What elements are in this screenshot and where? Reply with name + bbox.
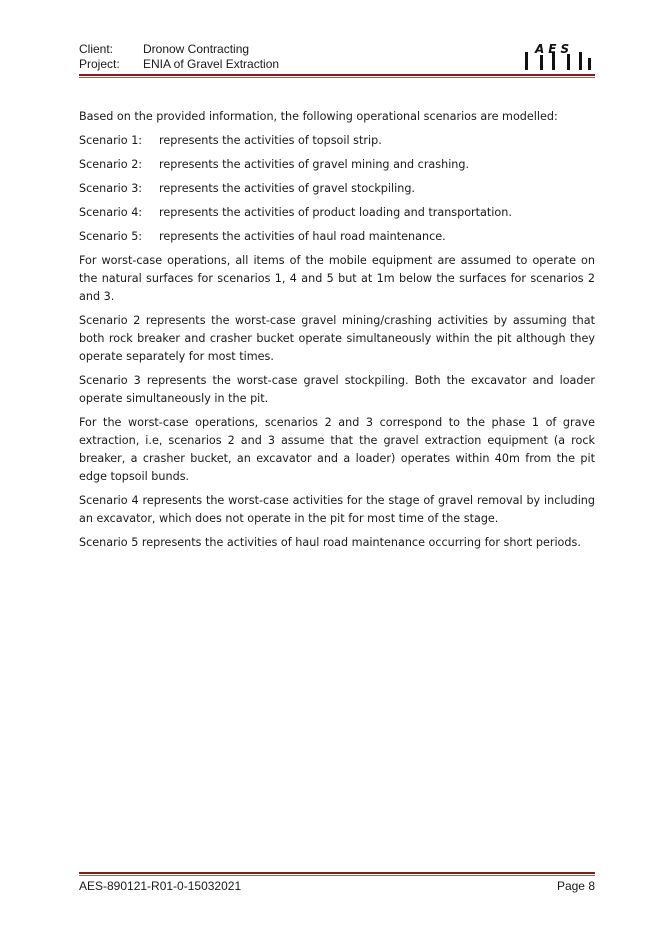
scenario-text: represents the activities of gravel stockpiling. (159, 182, 415, 195)
body-paragraph: Scenario 4 represents the worst-case activities for the stage of gravel removal by including an excavator, which does not operate in the pit for most time of the stage. (79, 494, 595, 525)
header-rule-thin (79, 77, 595, 78)
aes-logo-text: AES (535, 42, 574, 56)
scenario-item (79, 156, 595, 174)
scenario-text: represents the activities of haul road maintenance. (159, 230, 446, 243)
scenario-label: Scenario 3: (79, 182, 143, 195)
client-label: Client: (79, 42, 114, 56)
aes-logo (523, 42, 595, 72)
body-paragraph: Scenario 3 represents the worst-case gravel stockpiling. Both the excavator and loader operate simultaneously in the pit. (79, 374, 595, 405)
client-value: Dronow Contracting (143, 42, 250, 56)
page-header (79, 42, 595, 72)
project-row (79, 57, 595, 72)
footer-rule-thin (79, 875, 595, 876)
body-paragraph: Scenario 5 represents the activities of haul road maintenance occurring for short periods. (79, 536, 581, 549)
body-paragraph: For the worst-case operations, scenarios 2 and 3 correspond to the phase 1 of grave extraction, i.e, scenarios 2 and 3 assume that the gravel extraction equipment (a rock breaker, a crasher bucket, an excavator and a loader) operates within 40m from the pit edge topsoil bunds. (79, 416, 595, 483)
scenario-label: Scenario 4: (79, 206, 143, 219)
project-label: Project: (79, 57, 120, 71)
client-row (79, 42, 595, 57)
body-paragraph: Scenario 2 represents the worst-case gravel mining/crashing activities by assuming that both rock breaker and crasher bucket operate simultaneously within the pit although they operate separately for most times. (79, 314, 595, 363)
scenario-text: represents the activities of topsoil strip. (159, 134, 382, 147)
document-id: AES-890121-R01-0-15032021 (79, 879, 242, 893)
scenario-item (79, 180, 595, 198)
scenario-label: Scenario 5: (79, 230, 143, 243)
scenario-item (79, 204, 595, 222)
document-body (79, 108, 595, 558)
header-rule (79, 74, 595, 76)
scenario-label: Scenario 2: (79, 158, 143, 171)
scenario-item (79, 228, 595, 246)
body-paragraph: For worst-case operations, all items of the mobile equipment are assumed to operate on the natural surfaces for scenarios 1, 4 and 5 but at 1m below the surfaces for scenarios 2 and 3. (79, 254, 595, 303)
footer-rule (79, 872, 595, 874)
scenario-label: Scenario 1: (79, 134, 143, 147)
intro-paragraph: Based on the provided information, the following operational scenarios are modelled: (79, 110, 558, 123)
scenario-text: represents the activities of gravel mining and crashing. (159, 158, 470, 171)
scenario-text: represents the activities of product loading and transportation. (159, 206, 512, 219)
page-number: Page 8 (556, 879, 595, 893)
project-value: ENIA of Gravel Extraction (143, 57, 280, 71)
scenario-item (79, 132, 595, 150)
